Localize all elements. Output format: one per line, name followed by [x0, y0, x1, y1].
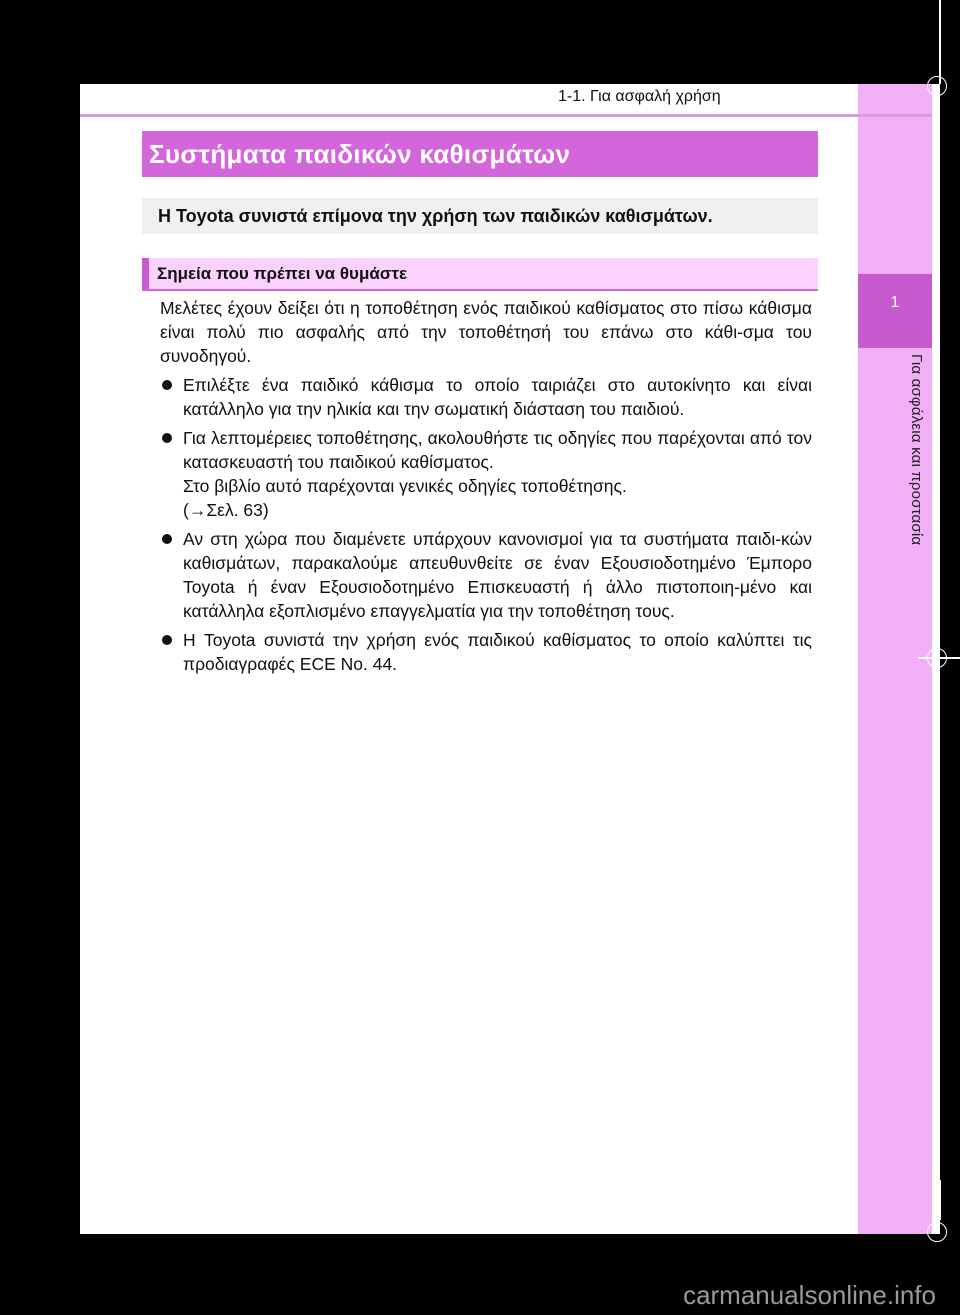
chapter-number: 1 [890, 294, 900, 311]
bullet-dot-icon [162, 534, 172, 544]
bullet-item [160, 527, 812, 623]
bullet-dot-icon [162, 380, 172, 390]
crop-mark-line [939, 0, 941, 84]
section-divider [142, 289, 818, 291]
section-header: 1-1. Για ασφαλή χρήση [558, 88, 721, 105]
chapter-side-tab [858, 84, 932, 1234]
registration-mark-icon [927, 76, 947, 96]
bullet-item [160, 426, 812, 522]
bullet-text: Αν στη χώρα που διαμένετε υπάρχουν κανονισμοί για τα συστήματα παιδι-κών καθισμάτων, παρακαλούμε απευθυνθείτε σε έναν Εξουσιοδοτημένο Έμπορο Toyota ή έναν Εξουσιοδοτημένο Επισκευαστή ή άλλο πιστοποιη-μένο και κατάλληλα εξοπλισμένο επαγγελματία για την τοποθέτηση τους. [183, 529, 812, 621]
manual-page [80, 84, 940, 1234]
bullet-text: Για λεπτομέρειες τοποθέτησης, ακολουθήστε τις οδηγίες που παρέχονται από τον κατασκευαστή του παιδικού καθίσματος. [183, 428, 812, 472]
header-divider [80, 114, 932, 117]
section-body [160, 296, 812, 681]
bullet-dot-icon [162, 433, 172, 443]
crop-mark-line [918, 657, 960, 659]
crop-mark-line [939, 1180, 941, 1220]
crop-mark-line [937, 630, 939, 690]
page-reference-link[interactable]: (→Σελ. 63) [183, 500, 269, 520]
bullet-dot-icon [162, 635, 172, 645]
intro-statement: Η Toyota συνιστά επίμονα την χρήση των παιδικών καθισμάτων. [142, 198, 818, 234]
bullet-text: Στο βιβλίο αυτό παρέχονται γενικές οδηγίες τοποθέτησης. [183, 476, 627, 496]
registration-mark-icon [927, 1222, 947, 1242]
bullet-text: Η Toyota συνιστά την χρήση ενός παιδικού καθίσματος το οποίο καλύπτει τις προδιαγραφές ECE No. 44. [183, 630, 812, 674]
chapter-label: Για ασφάλεια και προστασία [908, 354, 925, 546]
intro-paragraph: Μελέτες έχουν δείξει ότι η τοποθέτηση ενός παιδικού καθίσματος στο πίσω κάθισμα είναι πολύ πιο ασφαλής από την τοποθέτησή του επάνω στο κάθι-σμα του συνοδηγού. [160, 298, 812, 366]
page-title: Συστήματα παιδικών καθισμάτων [142, 131, 818, 177]
bullet-item [160, 373, 812, 421]
watermark: carmanualsonline.info [683, 1280, 936, 1310]
bullet-item [160, 628, 812, 676]
section-heading: Σημεία που πρέπει να θυμάστε [142, 258, 818, 290]
bullet-text: Επιλέξτε ένα παιδικό κάθισμα το οποίο ταιριάζει στο αυτοκίνητο και είναι κατάλληλο για την ηλικία και την σωματική διάσταση του παιδιού. [183, 375, 812, 419]
